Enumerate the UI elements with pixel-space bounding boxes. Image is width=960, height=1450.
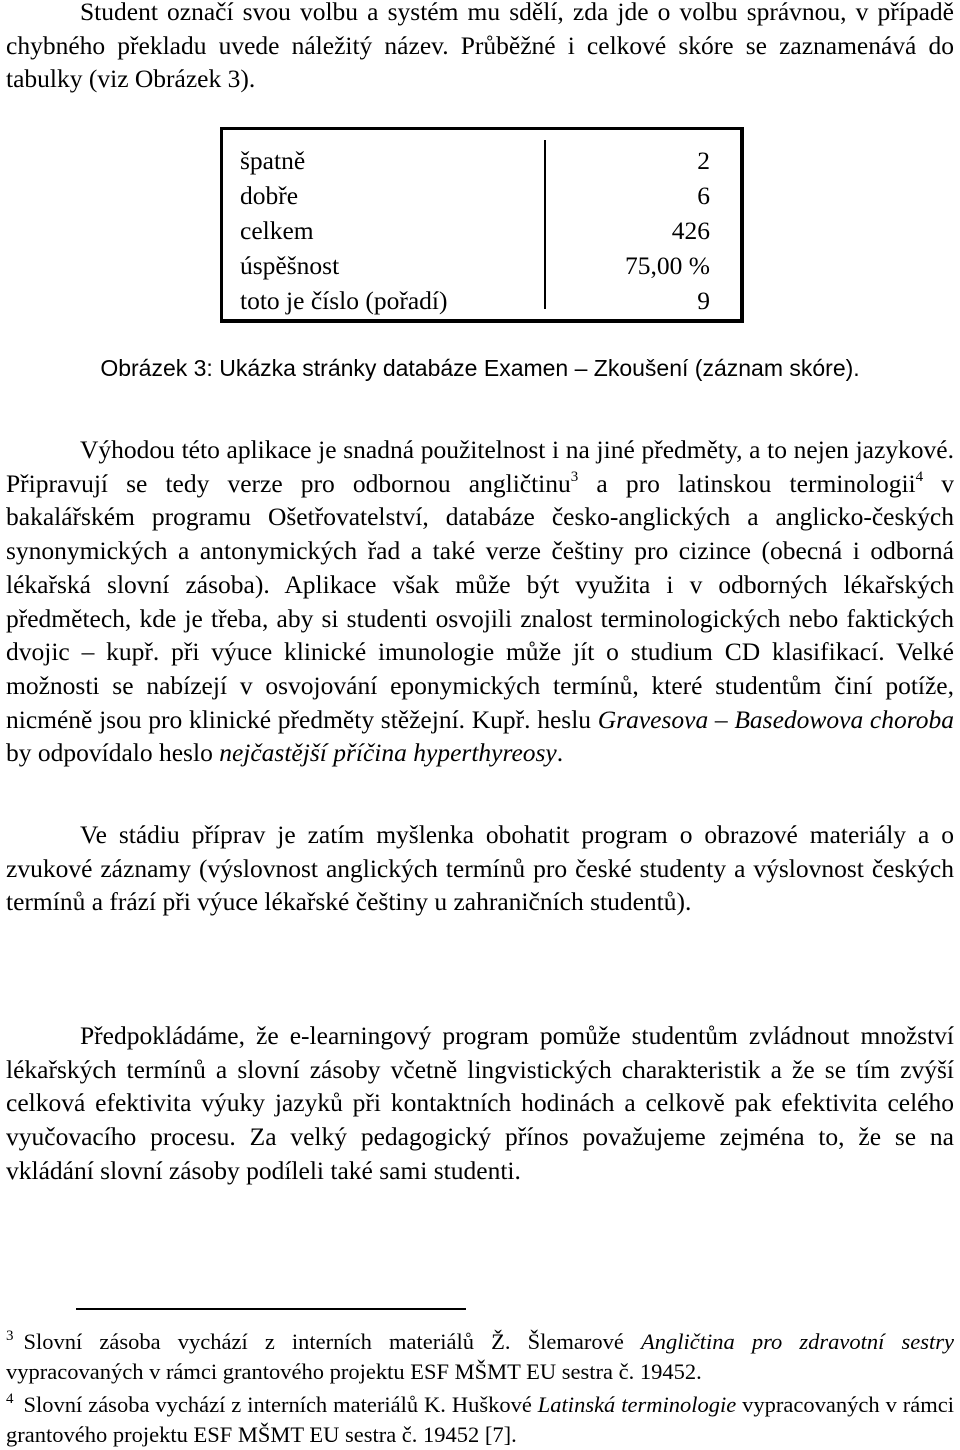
- italic-term: nejčastější příčina hyperthyreosy: [219, 738, 557, 768]
- table-row: [223, 143, 740, 178]
- text-run: by odpovídalo heslo: [6, 738, 220, 768]
- row-value: 75,00 %: [625, 251, 710, 280]
- table-row: [223, 213, 740, 248]
- text-run: v bakalářském programu Ošetřovatelství, databáze česko-anglických a anglicko-českých synonymických a antonymických řad a také verze češtiny pro cizince (obecná i odborná lékařská slovní zásoba). Aplikace však může být využita i v odborných lékařských předmětech, kde je třeba, aby si studenti osvojili znalost terminologických nebo faktických dvojic – kupř. při výuce klinické imunologie může jít o studium CD klasifikací. Velké možnosti se nabízejí v osvojování eponymických termínů, které studentům činí potíže, nicméně jsou pro klinické předměty stěžejní. Kupř. heslu: [6, 468, 954, 734]
- footnote-separator: [76, 1308, 466, 1310]
- row-value: 426: [671, 216, 710, 245]
- footnote-ref-4: 4: [915, 468, 924, 485]
- italic-title: Angličtina pro zdravotní sestry: [640, 1329, 954, 1354]
- row-label: úspěšnost: [240, 251, 340, 280]
- intro-paragraph: Student označí svou volbu a systém mu sdělí, zda jde o volbu správnou, v případě chybného překladu uvede náležitý název. Průběžné i celkové skóre se zaznamenává do tabulky (viz Obrázek 3).: [6, 0, 954, 94]
- row-label: špatně: [240, 146, 306, 175]
- footnote-4: [6, 1390, 954, 1450]
- footnote-ref-3: 3: [570, 468, 579, 485]
- text-run: vypracovaných v rámci grantového projektu ESF MŠMT EU sestra č. 19452 [7].: [6, 1392, 954, 1447]
- row-value: 9: [697, 286, 710, 315]
- body-paragraph-conclusion: Předpokládáme, že e-learningový program pomůže studentům zvládnout množství lékařských termínů a slovní zásoby včetně lingvistických charakteristik a že se tím zvýší celková efektivita výuky jazyků při kontaktních hodinách a celkově pak efektivita celého vyučovacího procesu. Za velký pedagogický přínos považujeme zejména to, že se na vkládání slovní zásoby podíleli také sami studenti.: [6, 1021, 954, 1185]
- table-row: [223, 248, 740, 283]
- text-run: a pro latinskou terminologii: [578, 468, 916, 498]
- row-label: celkem: [240, 216, 314, 245]
- italic-term: Gravesova – Basedowova choroba: [597, 704, 954, 734]
- text-run: Slovní zásoba vychází z interních materiálů K. Huškové: [23, 1392, 538, 1417]
- footnote-number: 3: [6, 1328, 14, 1344]
- footnote-number: 4: [6, 1391, 14, 1407]
- text-run: vypracovaných v rámci grantového projektu ESF MŠMT EU sestra č. 19452.: [6, 1359, 702, 1384]
- text-run: Výhodou této aplikace je snadná použitelnost i na jiné předměty, a to nejen jazykové. Připravují se tedy verze pro odbornou angličtinu: [6, 435, 954, 498]
- body-paragraph-applications: [6, 433, 954, 770]
- body-paragraph-plans: Ve stádiu příprav je zatím myšlenka obohatit program o obrazové materiály a o zvukové záznamy (výslovnost anglických termínů pro české studenty a výslovnost českých termínů a frází při výuce lékařské češtiny u zahraničních studentů).: [6, 820, 954, 917]
- row-label: toto je číslo (pořadí): [240, 286, 448, 315]
- row-value: 6: [697, 181, 710, 210]
- row-label: dobře: [240, 181, 299, 210]
- footnote-3: [6, 1327, 954, 1387]
- text-run: Slovní zásoba vychází z interních materiálů Ž. Šlemarové: [23, 1329, 641, 1354]
- italic-title: Latinská terminologie: [537, 1392, 737, 1417]
- figure-caption: Obrázek 3: Ukázka stránky databáze Examen – Zkoušení (záznam skóre).: [100, 355, 860, 381]
- row-value: 2: [697, 146, 710, 175]
- table-row: [223, 178, 740, 213]
- text-run: .: [556, 738, 564, 768]
- table-row: [223, 283, 740, 318]
- score-table: [220, 127, 744, 323]
